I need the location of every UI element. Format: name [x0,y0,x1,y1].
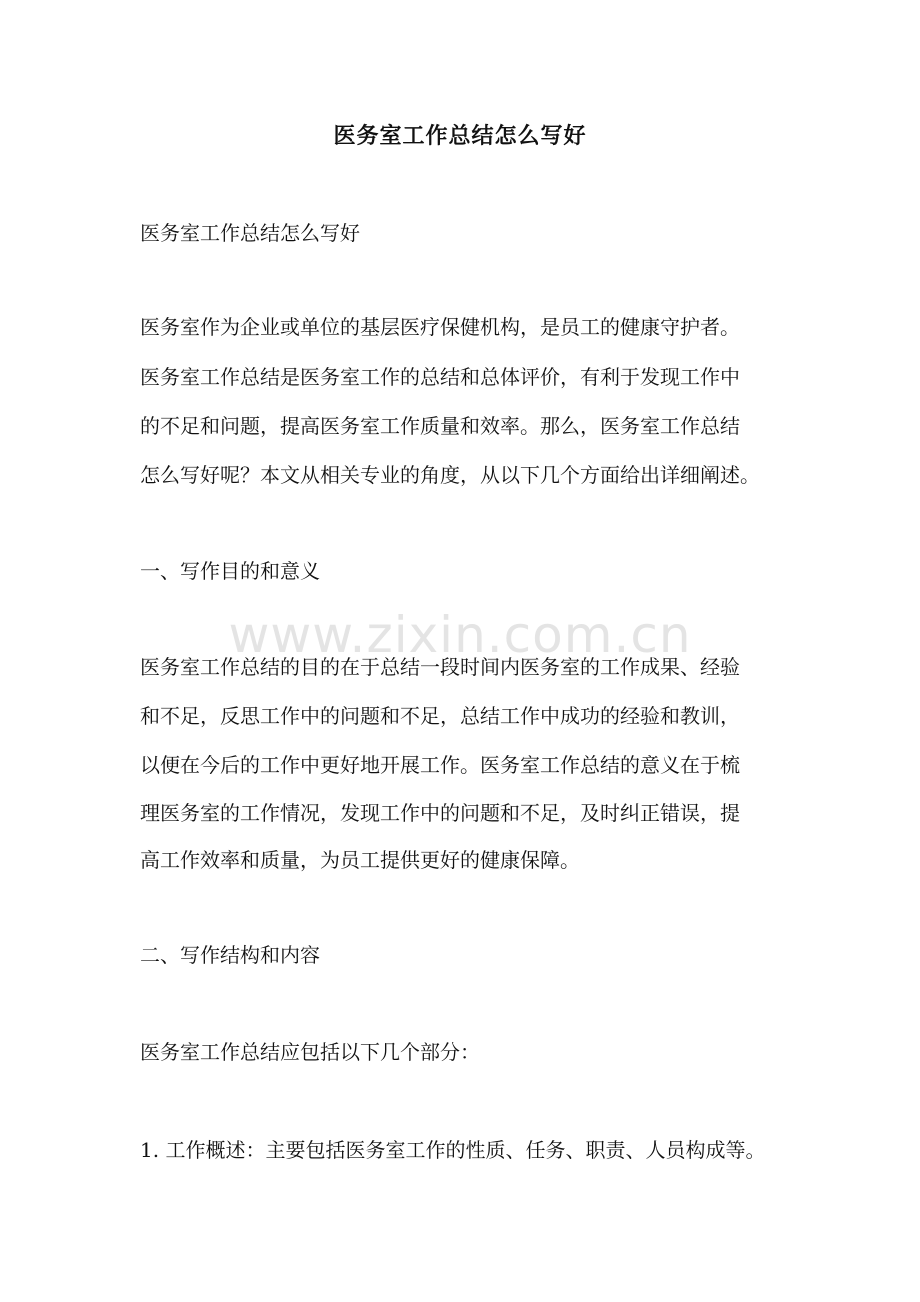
section2-item-1: 1. 工作概述：主要包括医务室工作的性质、任务、职责、人员构成等。 [140,1138,766,1162]
intro-line-2: 医务室工作总结是医务室工作的总结和总体评价，有利于发现工作中 [140,365,740,389]
intro-line-3: 的不足和问题，提高医务室工作质量和效率。那么，医务室工作总结 [140,414,740,438]
section1-heading: 一、写作目的和意义 [140,559,320,583]
section1-line-1: 医务室工作总结的目的在于总结一段时间内医务室的工作成果、经验 [140,655,740,679]
intro-line-1: 医务室作为企业或单位的基层医疗保健机构，是员工的健康守护者。 [140,315,740,339]
section1-line-3: 以便在今后的工作中更好地开展工作。医务室工作总结的意义在于梳 [140,753,740,777]
document-title: 医务室工作总结怎么写好 [333,123,587,149]
document-subtitle: 医务室工作总结怎么写好 [140,221,360,245]
section1-line-2: 和不足，反思工作中的问题和不足，总结工作中成功的经验和教训， [140,704,740,728]
section1-line-4: 理医务室的工作情况，发现工作中的问题和不足，及时纠正错误，提 [140,801,740,825]
section1-line-5: 高工作效率和质量，为员工提供更好的健康保障。 [140,848,580,872]
watermark: www.zixin.com.cn [228,606,692,664]
section2-intro: 医务室工作总结应包括以下几个部分： [140,1040,480,1064]
section2-heading: 二、写作结构和内容 [140,943,320,967]
intro-line-4: 怎么写好呢？本文从相关专业的角度，从以下几个方面给出详细阐述。 [140,463,760,487]
